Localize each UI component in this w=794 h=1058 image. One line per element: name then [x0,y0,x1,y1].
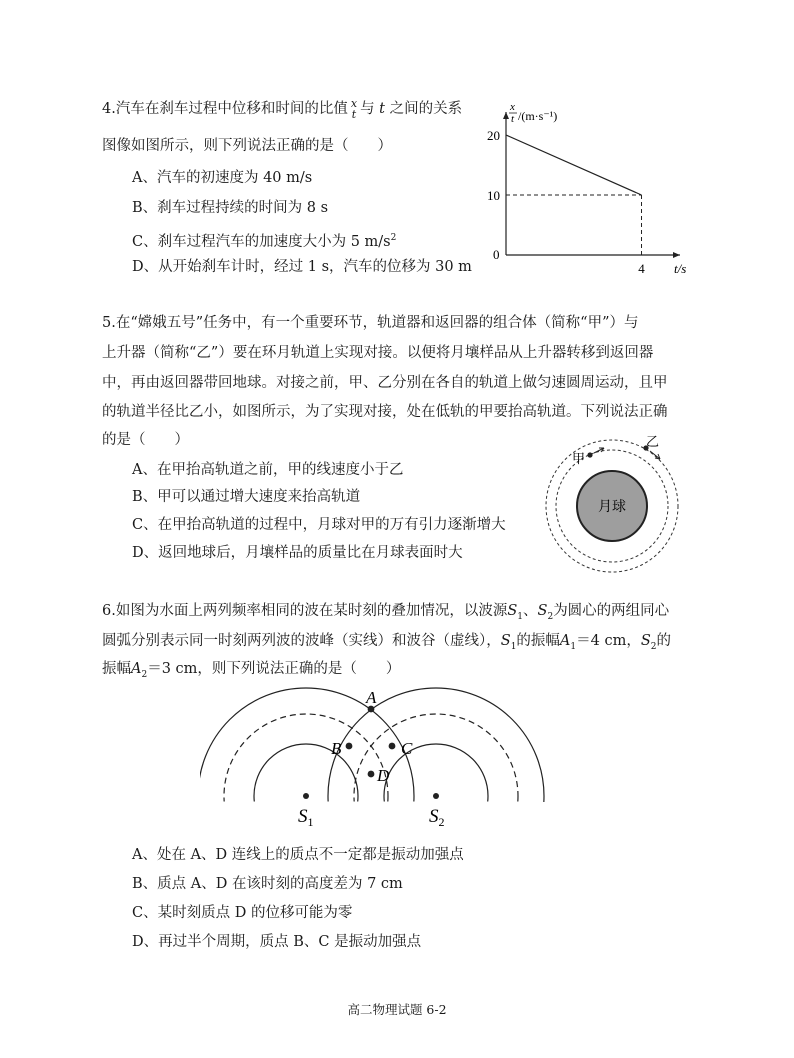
yi-label: 乙 [646,434,660,449]
chart-ylabel-unit: /(m·s⁻¹) [518,109,558,123]
chart-series-line-1 [506,135,642,195]
q5-option-b: B、甲可以通过增大速度来抬高轨道 [132,489,361,505]
q6-option-c: C、某时刻质点 D 的位移可能为零 [132,905,353,921]
chart-ytick-label-10: 10 [487,188,500,203]
point-b [346,743,353,750]
page-footer: 高二物理试题 6-2 [347,1002,447,1017]
chart-ylabel-numerator: x [510,101,515,113]
q6-option-d: D、再过半个周期，质点 B、C 是振动加强点 [132,934,422,950]
q5-stem-line2: 上升器（简称“乙”）要在环月轨道上实现对接。以便将月壤样品从上升器转移到返回器 [102,345,654,361]
q4-fraction: x t [350,97,358,121]
q5-stem-line1: 5.在“嫦娥五号”任务中，有一个重要环节，轨道器和返回器的组合体（简称“甲”）与 [102,315,639,331]
q5-stem-line3: 中，再由返回器带回地球。对接之前，甲、乙分别在各自的轨道上做匀速圆周运动，且甲 [102,375,668,391]
q6-stem-line3: 振幅$A_2=3$ cm，则下列说法正确的是（ ） [102,661,401,680]
q4-option-a: A、汽车的初速度为 40 m/s [132,170,313,186]
label-a: A [366,688,377,707]
chart-x-axis-arrow [673,252,680,258]
source-s1 [303,793,309,799]
q5-option-a: A、在甲抬高轨道之前，甲的线速度小于乙 [132,462,404,478]
label-c: C [401,739,413,758]
q4-stem-line1: 4.汽车在刹车过程中位移和时间的比值 x t 与 t 之间的关系 [102,97,463,121]
q6-stem-line2: 圆弧分别表示同一时刻两列波的波峰（实线）和波谷（虚线），$S_1$的振幅$A_1=4$ cm，$S_2$的 [102,633,672,652]
chart-origin-label: 0 [493,247,500,262]
point-d [368,771,375,778]
source-s2 [433,793,439,799]
q4-stem-line2: 图像如图所示，则下列说法正确的是（ ） [102,138,392,154]
jia-label: 甲 [572,451,586,466]
q4-chart [476,96,696,280]
q5-option-c: C、在甲抬高轨道的过程中，月球对甲的万有引力逐渐增大 [132,517,506,533]
chart-ytick-label-20: 20 [487,128,500,143]
q5-stem-line5: 的是（ ） [102,432,189,448]
q6-option-b: B、质点 A、D 在该时刻的高度差为 7 cm [132,876,403,892]
chart-ylabel-denominator: t [511,113,515,125]
chart-y-axis-arrow [503,112,509,119]
q6-interference-figure [200,684,550,834]
q4-option-c: C、刹车过程汽车的加速度大小为 5 $m/s^2$ [132,233,397,250]
q4-option-b: B、刹车过程持续的时间为 8 s [132,200,329,216]
label-s1: $S_1$ [298,806,314,829]
label-b: B [331,739,342,758]
moon-label: 月球 [598,500,626,515]
q4-option-d: D、从开始刹车计时，经过 1 s，汽车的位移为 30 m [132,259,472,275]
q6-option-a: A、处在 A、D 连线上的质点不一定都是振动加强点 [132,847,464,863]
chart-xlabel: t/s [674,261,687,276]
q5-option-d: D、返回地球后，月壤样品的质量比在月球表面时大 [132,545,463,561]
jia-satellite [587,452,592,457]
label-s2: $S_2$ [429,806,445,829]
label-d: D [377,766,390,785]
point-c [389,743,396,750]
chart-xtick-label-4: 4 [638,261,645,276]
q6-stem-line1: 6.如图为水面上两列频率相同的波在某时刻的叠加情况，以波源$S_1$、$S_2$为圆心的两组同心 [102,603,670,622]
q5-stem-line4: 的轨道半径比乙小，如图所示，为了实现对接，处在低轨的甲要抬高轨道。下列说法正确 [102,404,668,420]
q5-orbit-figure [542,432,692,582]
